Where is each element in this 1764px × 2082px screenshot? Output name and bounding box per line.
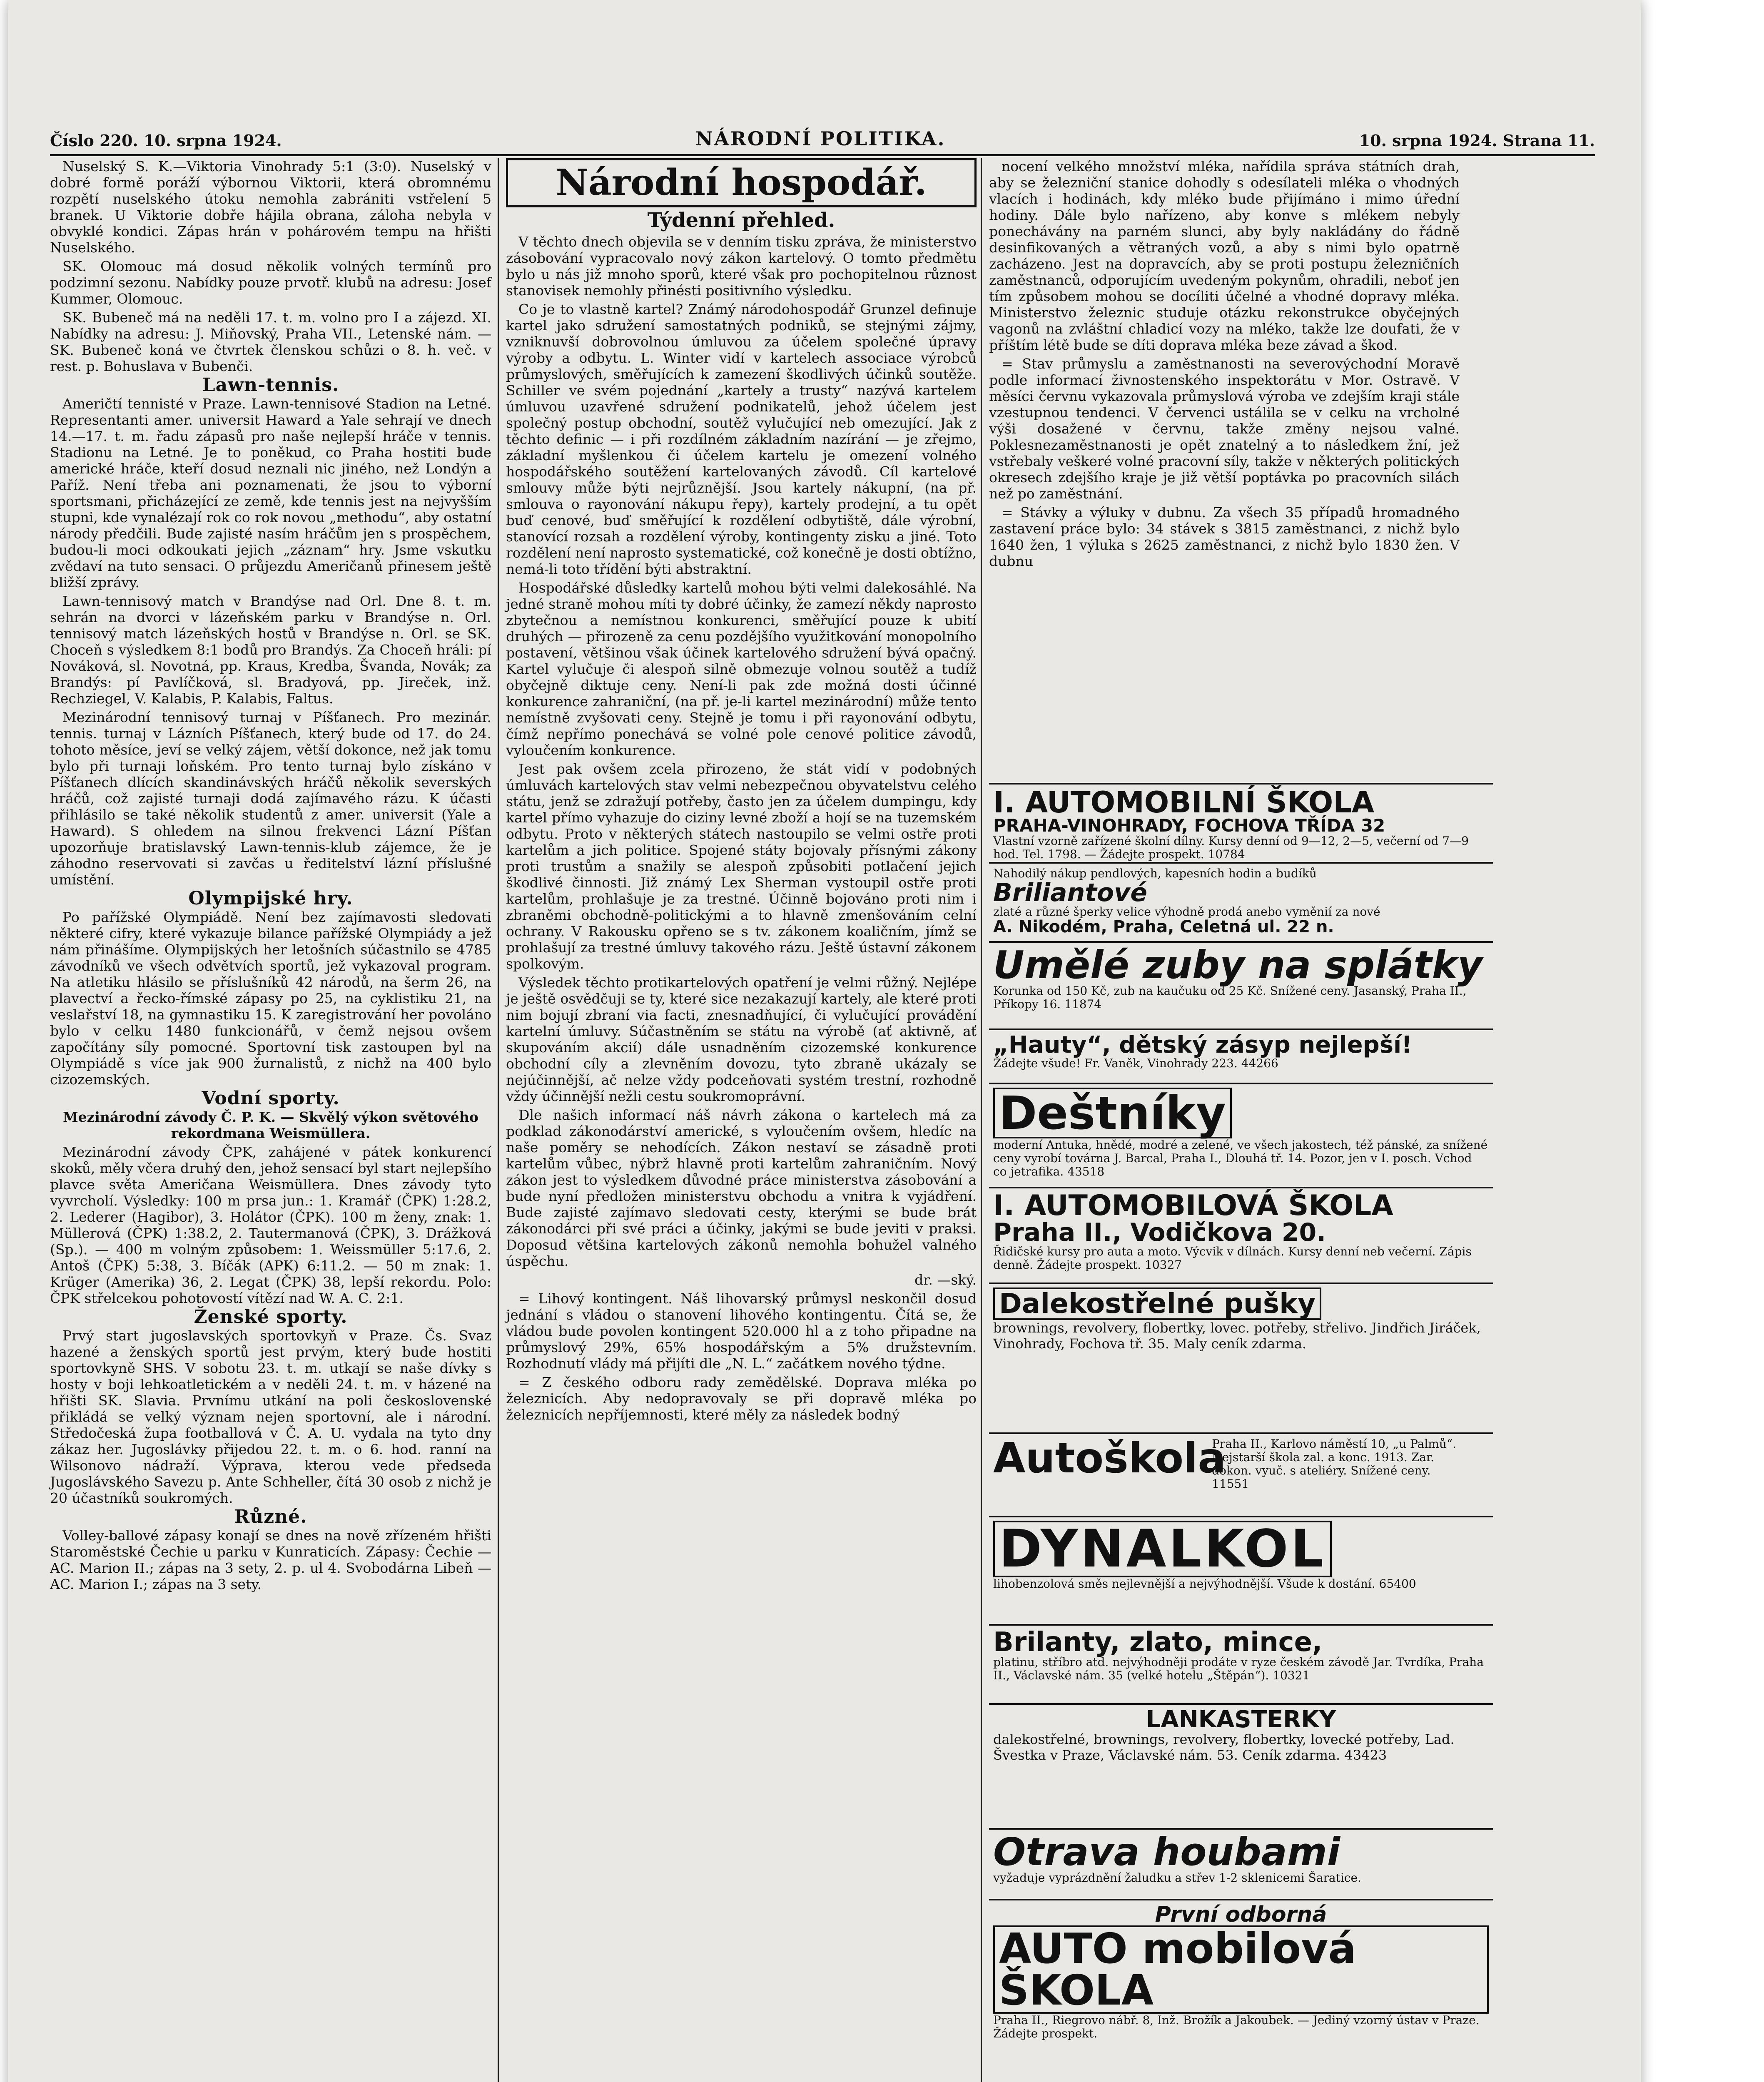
section-heading: Různé. bbox=[234, 1506, 307, 1527]
ad-title: Umělé zuby na splátky bbox=[993, 943, 1482, 987]
column-divider bbox=[981, 158, 982, 2082]
ad-destniky bbox=[989, 1083, 1493, 1187]
article-paragraph: = Lihový kontingent. Náš lihovarský průmysl neskončil dosud jednání s vládou o stanovení lihového kontingentu. Čítá se, že vládou bude povolen kontingent 520.000 hl a z toho připadne na průmyslový 29%, 65% hospodářským a 5% družstevním. Rozhodnutí vlády má přijíti dle „N. L.“ začátkem nového týdne. bbox=[506, 1290, 977, 1372]
article-paragraph: Nuselský S. K.—Viktoria Vinohrady 5:1 (3:0). Nuselský v dobré formě poráží výbornou Viktorii, která obromnému rozpětí nuselského útoku nemohla zabrániti vstřelení 5 branek. U Viktorie dobře hájila obrana, záloha nebyla v obvyklé kondici. Zápas hrán v pohárovém tempu na hřišti Nuselského. bbox=[50, 158, 491, 256]
ad-text: dalekostřelné, brownings, revolvery, flobertky, lovecké potřeby, Lad. Švestka v Praze, Václavské nám. 53. Ceník zdarma. 43423 bbox=[993, 1731, 1455, 1763]
article-paragraph: = Stávky a výluky v dubnu. Za všech 35 případů hromadného zastavení práce bylo: 34 stávek s 3815 zaměstnanci, z nichž bylo 1640 žen, 1 výluka s 2625 zaměstnanci, z nichž bylo 1830 žen. V dubnu bbox=[989, 504, 1460, 569]
ad-brilanty bbox=[989, 1624, 1493, 1703]
ad-text: Vlastní vzorně zařízené školní dílny. Kursy denní od 9—12, 2—5, večerní od 7—9 hod. Tel. 1798. — Žádejte prospekt. 10784 bbox=[993, 834, 1469, 861]
page-header bbox=[50, 125, 1595, 156]
ad-title: AUTO mobilová ŠKOLA bbox=[993, 1925, 1489, 2014]
ad-subtitle: První odborná bbox=[1155, 1902, 1327, 1927]
ad-text: lihobenzolová směs nejlevnější a nejvýhodnější. Všude k dostání. 65400 bbox=[993, 1577, 1416, 1591]
sports-column bbox=[50, 158, 491, 2082]
article-paragraph: SK. Olomouc má dosud několik volných termínů pro podzimní sezonu. Nabídky pouze prvotř. klubů na adresu: Josef Kummer, Olomouc. bbox=[50, 258, 491, 307]
article-paragraph: Jest pak ovšem zcela přirozeno, že stát vidí v podobných úmluvách kartelových stav velmi nebezpečnou obyvatelstvu celého státu, jenž se zdražují potřeby, často jen za účelem dumpingu, kdy kartel přímo vyhazuje do ciziny levné zboží a hojí se na tuzemském odbytu. Proto v některých státech nastoupilo se velmi ostře proti kartelům a jich politice. Spojené státy bojovaly přísnými zákony proti trustům a snažily se alespoň způsobiti potlačení jejich škodlivé činnosti. Již známý Lex Sherman vystoupil ostře proti kartelům, prohlašuje je za trestné. Účinně bojováno proti nim i zbraněmi obchodně-politickými a to hlavně zmenšováním celní ochrany. V Rakousku opřeno se s tv. zákonem koaličním, jímž se prohlašují za trestné úmluvy takového rázu. Ještě ústavní zákonem spolkovým. bbox=[506, 761, 977, 972]
ad-pusky bbox=[989, 1283, 1493, 1432]
ad-title: Dalekostřelné pušky bbox=[993, 1288, 1321, 1320]
ad-subtitle: PRAHA-VINOHRADY, FOCHOVA TŘÍDA 32 bbox=[993, 815, 1385, 836]
section-heading: Ženské sporty. bbox=[194, 1306, 348, 1327]
ad-text: moderní Antuka, hnědé, modré a zelené, ve všech jakostech, též pánské, za snížené ceny vyrobí továrna J. Barcal, Praha I., Dlouhá tř. 14. Pozor, jen v I. posch. Vchod co jetrafika. 43518 bbox=[993, 1138, 1488, 1178]
ad-text: Žádejte všude! Fr. Vaněk, Vinohrady 223. 44266 bbox=[993, 1056, 1278, 1070]
advertisements bbox=[989, 783, 1493, 2082]
ad-text: Praha II., Karlovo náměstí 10, „u Palmů“. Nejstarší škola zal. a konc. 1913. Zar. dokon. vyuč. s ateliéry. Snížené ceny. 11551 bbox=[1212, 1437, 1457, 1491]
column-divider bbox=[498, 158, 499, 2082]
ad-autoskola bbox=[989, 1432, 1493, 1516]
economics-column bbox=[506, 158, 977, 2082]
section-title: Národní hospodář. bbox=[506, 158, 977, 207]
article-paragraph: Mezinárodní tennisový turnaj v Píšťanech. Pro mezinár. tennis. turnaj v Lázních Píšťanech, který bude od 17. do 24. tohoto měsíce, jeví se velký zájem, větší dokonce, než jak tomu bylo při turnaji loňském. Pro tento turnaj bylo získáno v Píšťanech dlících skandinávských hráčů několik severských hráčů, což zajisté turnaji dodá zajímavého rázu. K účasti přihlásilo se také několik studentů z amer. universit (Yale a Haward). S ohledem na silnou frekvenci Lázní Píšťan upozorňuje bratislavský Lawn-tennis-klub zájemce, že je záhodno reservovati si zavčas u ředitelství lázní příslušné umístění. bbox=[50, 709, 491, 888]
ad-lankasterky bbox=[989, 1703, 1493, 1828]
ad-title: Deštníky bbox=[993, 1088, 1232, 1138]
ad-automobilni-skola bbox=[989, 783, 1493, 862]
article-paragraph: Po pařížské Olympiádě. Není bez zajímavosti sledovati některé cifry, které vykazuje bilance pařížské Olympiády a jež nám přinášíme. Olympijských her letošních súčastnilo se 4785 závodníků ve všech odvětvích sportů, jež vykazoval program. Na atletiku hlásilo se příslušníků 42 národů, na šerm 26, na plavectví a řecko-římské zápasy po 25, na cyklistiku 21, na veslařství 18, na gymnastiku 15. K zaregistrování her povoláno bylo v celku 1480 funkcionářů, v čemž nejsou ovšem započítány síly pomocné. Sportovní tisk zastoupen byl na Olympiádě s více jak 900 žurnalistů, z nichž na 400 bylo cizozemských. bbox=[50, 909, 491, 1088]
article-paragraph: nocení velkého množství mléka, nařídila správa státních drah, aby se železniční stanice dohodly s odesílateli mléka o vhodných vlacích i hodinách, kdy mléko bude přijímáno i mimo úřední hodiny. Dále bylo nařízeno, aby konve s mlékem nebyly ponechávány na parném slunci, aby byly nakládány do řádně desinfikovaných a větraných vozů, a aby s nimi bylo opatrně zacházeno. Jest na dopravcích, aby se proti postupu železničních zaměstnanců, odporujícím uvedeným pokynům, ohradili, neboť jen tím způsobem mohou se docíliti účelné a vhodné dopravy mléka. Ministerstvo železnic studuje otázku rekonstrukce obyčejných vagonů na zvláštní chladicí vozy na mléko, takže lze doufati, že v příštím létě bude se díti doprava mléka beze závad a škod. bbox=[989, 158, 1460, 353]
ad-title: Autoškola bbox=[993, 1434, 1226, 1482]
section-heading: Vodní sporty. bbox=[202, 1088, 340, 1109]
article-paragraph: SK. Bubeneč má na neděli 17. t. m. volno pro I a zájezd. XI. Nabídky na adresu: J. Miňovský, Praha VII., Letenské nám. — SK. Bubeneč koná ve čtvrtek členskou schůzi o 8. h. več. v rest. p. Bohuslava v Bubenči. bbox=[50, 309, 491, 374]
article-headline: Mezinárodní závody Č. P. K. — Skvělý výkon světového rekordmana Weismüllera. bbox=[63, 1109, 478, 1141]
section-heading: Lawn-tennis. bbox=[202, 374, 339, 396]
article-paragraph: Výsledek těchto protikartelových opatření je velmi růžný. Nejlépe je ještě osvědčuji se ty, které sice nezakazují kartely, ale které proti nim bojují zbraní via facti, znesnadňující, či vylučující provádění kartelní úmluvy. Súčastněním se státu na výrobě (ať aktivně, ať skupováním akcií) dále usnadněním cizozemské konkurence obchodní cíly a zlevněním dovozu, tyto zbraně ukázaly se nejúčinnější, ač nelze vždy podceňovati systém trestní, rozhodně vždy účinnější nežli cestu soukromoprávní. bbox=[506, 974, 977, 1104]
ad-text: platinu, stříbro atd. nejvýhodněji prodáte v ryze českém závodě Jar. Tvrdíka, Praha II., Václavské nám. 35 (velké hotelu „Štěpán“). 10321 bbox=[993, 1655, 1484, 1682]
ad-title: DYNALKOL bbox=[993, 1521, 1332, 1577]
ad-text: zlaté a různé šperky velice výhodně prodá anebo vyměnií za nové bbox=[993, 905, 1380, 919]
ad-title: Briliantové bbox=[993, 878, 1147, 907]
ad-hauty bbox=[989, 1029, 1493, 1083]
newspaper-page bbox=[8, 0, 1641, 2082]
ad-dynalkol bbox=[989, 1516, 1493, 1624]
issue-number: Číslo 220. 10. srpna 1924. bbox=[50, 131, 282, 150]
economics-continued-column bbox=[989, 158, 1460, 775]
ad-otrava-houbami bbox=[989, 1828, 1493, 1899]
ad-text: brownings, revolvery, flobertky, lovec. potřeby, střelivo. Jindřich Jiráček, Vinohrady, Fochova tř. 35. Maly ceník zdarma. bbox=[993, 1320, 1481, 1352]
ad-automobilova-skola bbox=[989, 1187, 1493, 1283]
ad-text: Praha II., Riegrovo nábř. 8, Inž. Brožík a Jakoubek. — Jediný vzorný ústav v Praze. Žádejte prospekt. bbox=[993, 2013, 1480, 2040]
ad-subtitle: A. Nikodém, Praha, Celetná ul. 22 n. bbox=[993, 917, 1334, 936]
ad-title: Otrava houbami bbox=[993, 1830, 1340, 1874]
ad-subtitle: Praha II., Vodičkova 20. bbox=[993, 1218, 1326, 1247]
ad-title: Brilanty, zlato, mince, bbox=[993, 1627, 1323, 1658]
article-paragraph: V těchto dnech objevila se v denním tisku zpráva, že ministerstvo zásobování vypracovalo nový zákon kartelový. O tomto předmětu bylo u nás již mnoho sporů, které však pro pochopitelnou různost stanovisek nemohly přinésti positivního výsledku. bbox=[506, 234, 977, 299]
ad-text: Řidičské kursy pro auta a moto. Výcvik v dílnách. Kursy denní neb večerní. Zápis denně. Žádejte prospekt. 10327 bbox=[993, 1245, 1472, 1272]
article-paragraph: Mezinárodní závody ČPK, zahájené v pátek konkurencí skoků, měly včera druhý den, jehož sensací byl start nejlepšího plavce světa Američana Weismüllera. Dnes závody tyto vyvrcholí. Výsledky: 100 m prsa jun.: 1. Kramář (ČPK) 1:28.2, 2. Lederer (Hagibor), 3. Holátor (ČPK). 100 m ženy, znak: 1. Müllerová (ČPK) 1:38.2, 2. Tautermanová (ČPK), 3. Drážková (Sp.). — 400 m volným způsobem: 1. Weissmüller 5:17.6, 2. Antoš (ČPK) 5:38, 3. Bíčák (APK) 6:11.2. — 50 m znak: 1. Krüger (Amerika) 36, 2. Legat (ČPK) 38, lepší rekordu. Polo: ČPK střelcekou pohotovostí vítězí nad W. A. C. 2:1. bbox=[50, 1144, 491, 1306]
newspaper-title: NÁRODNÍ POLITIKA. bbox=[695, 127, 946, 150]
article-paragraph: Lawn-tennisový match v Brandýse nad Orl. Dne 8. t. m. sehrán na dvorci v lázeňském parku v Brandýse n. Orl. tennisový match lázeňských hostů v Brandýse n. Orl. se SK. Choceň s výsledkem 8:1 bodů pro Brandýs. Za Choceň hráli: pí Nováková, sl. Novotná, pp. Kraus, Kredba, Švanda, Novák; za Brandýs: pí Pavlíčková, sl. Bradyová, pp. Jireček, inž. Rechziegel, V. Kalabis, P. Kalabis, Faltus. bbox=[50, 593, 491, 707]
article-paragraph: = Stav průmyslu a zaměstnanosti na severovýchodní Moravě podle informací živnostenského inspektorátu v Mor. Ostravě. V měsíci červnu vykazovala průmyslová výroba ve zdejším kraji stále vzestupnou tendenci. V červenci ustálila se v celku na vrcholné výši dosažené v červnu, takže změny nejsou valné. Poklesnezaměstnanosti je opět znatelný a to následkem žní, jež vstřebaly veškeré volné pracovní síly, takže v některých politických okresech zdejšího kraje je již větší poptávka po pracovních silách než po zaměstnání. bbox=[989, 356, 1460, 502]
article-paragraph: Američtí tennisté v Praze. Lawn-tennisové Stadion na Letné. Representanti amer. universit Haward a Yale sehrají ve dnech 14.—17. t. m. řadu zápasů pro naše nejlepší hráče v tennis. Stadionu na Letné. Je to poněkud, co Praha hostiti bude americké hráče, kteří dosud neznali nic jiného, než Londýn a Paříž. Není třeba ani poznamenati, že jsou to výborní sportsmani, přicházející ze země, kde tennis jest na nejvyšším stupni, kde vynalézají rok co rok novou „methodu“, aby ostatní národy předčili. Bude zajisté nasím hráčům jen s prospěchem, budou-li moci odkoukati jejich „záznam“ hry. Jsme vskutku zvědaví na tuto sensaci. O průjezdu Američanů přinesem ještě bližší zprávy. bbox=[50, 396, 491, 590]
ad-text: Korunka od 150 Kč, zub na kaučuku od 25 Kč. Snížené ceny. Jasanský, Praha II., Příkopy 16. 11874 bbox=[993, 984, 1467, 1011]
article-paragraph: = Z českého odboru rady zemědělské. Doprava mléka po železnicích. Aby nedopravovaly se při dopravě mléka po železnicích nepříjemnosti, které měly za následek bodný bbox=[506, 1374, 977, 1423]
article-paragraph: Dle našich informací náš návrh zákona o kartelech má za podklad zákonodárství americké, s vyloučením ovšem, hledíc na naše poměry se nehodících. Zákon nestaví se zásadně proti kartelům vůbec, nýbrž hlavně proti kartelům zahraničním. Nový zákon jest to výsledkem důvodné práce ministerstva zásobování a bude nyní předložen ministerstvu obchodu a vnitra k vyjádření. Bude zajisté zajímavo sledovati cesty, kterými se bude brát zákonodárci při své práci a účinky, jakými se bude jeviti v praksi. Doposud většina kartelových zákonů nemohla bohužel valného úspěchu. bbox=[506, 1107, 977, 1269]
ad-auto-skola-prvni bbox=[989, 1899, 1493, 2040]
author-signature: dr. —ský. bbox=[914, 1272, 977, 1288]
ad-title: I. AUTOMOBILOVÁ ŠKOLA bbox=[993, 1189, 1393, 1222]
ad-umele-zuby bbox=[989, 941, 1493, 1029]
ad-text: Nahodilý nákup pendlových, kapesních hodin a budíků bbox=[993, 867, 1317, 880]
ad-text: vyžaduje vyprázdnění žaludku a střev 1-2 sklenicemi Šaratice. bbox=[993, 1871, 1361, 1885]
ad-title: LANKASTERKY bbox=[1146, 1706, 1336, 1733]
section-subtitle: Týdenní přehled. bbox=[647, 209, 835, 232]
ad-title: I. AUTOMOBILNÍ ŠKOLA bbox=[993, 785, 1375, 819]
page-number: 10. srpna 1924. Strana 11. bbox=[1359, 131, 1595, 150]
ad-briliantove bbox=[989, 862, 1493, 941]
ad-title: „Hauty“, dětský zásyp nejlepší! bbox=[993, 1031, 1412, 1058]
article-paragraph: Prvý start jugoslavských sportovkyň v Praze. Čs. Svaz hazené a ženských sportů jest prvým, který bude hostiti sportovkyně SHS. V sobotu 23. t. m. utkají se naše dívky s hosty v boji lehkoatletickém a v neděli 24. t. m. v házené na hřišti SK. Slavia. Prvnímu utkání na poli československé přikládá se velký význam nejen sportovní, ale i národní. Středočeská župa footballová v Č. A. U. vydala na tyto dny zákaz her. Jugoslávky přijedou 22. t. m. o 6. hod. ranní na Wilsonovo nádraží. Výprava, kterou vede předseda Jugoslávského Savezu p. Ante Schheller, čítá 30 osob z nichž je 20 účastníků soukromých. bbox=[50, 1327, 491, 1506]
article-paragraph: Volley-ballové zápasy konají se dnes na nově zřízeném hřišti Staroměstské Čechie u parku v Kunraticích. Zápasy: Čechie — AC. Marion II.; zápas na 3 sety, 2. p. ul 4. Svobodárna Libeň — AC. Marion I.; zápas na 3 sety. bbox=[50, 1527, 491, 1592]
article-paragraph: Hospodářské důsledky kartelů mohou býti velmi dalekosáhlé. Na jedné straně mohou míti ty dobré účinky, že zamezí někdy naprosto zbytečnou a nemístnou konkurenci, směřující pouze k ubití druhých — přirozeně za cenu pozdějšího využitkování monopolního postavení, většinou však účinek kartelového sdružení bývá opačný. Kartel vylučuje či alespoň silně obmezuje volnou soutěž a tudíž obyčejně diktuje ceny. Není-li pak zde možná dosti účinné konkurence zahraniční, (na př. je-li kartel mezinárodní) může tento nemístně zvyšovati ceny. Stejně je tomu i při rayonování odbytu, čímž nepřímo ponechává se volné pole cenové politice závodů, vyloučením konkurence. bbox=[506, 580, 977, 758]
section-heading: Olympijské hry. bbox=[188, 888, 353, 909]
article-paragraph: Co je to vlastně kartel? Známý národohospodář Grunzel definuje kartel jako sdružení samostatných podniků, se stejnými zájmy, vzniknuvší dobrovolnou úmluvou za účelem společné úpravy výroby a odbytu. L. Winter vidí v kartelech associace výrobců průmyslových, směřujících k zamezení škodlivých účinků soutěže. Schiller ve svém pojednání „kartely a trusty“ nazývá kartelem úmluvou uzavřené sdružení podnikatelů, jehož účelem jest společný postup obchodní, soutěž vylučující neb omezující. Jak z těchto definic — i při rozdílném základním nazírání — je zřejmo, základní myšlenkou či účelem kartelu je omezení volného hospodářského soutěžení kartelovaných závodů. Cíl kartelové smlouvy může býti nejrůznější. Jsou kartely nákupní, (na př. smlouva o rayonování nákupu řepy), kartely prodejní, a tu opět buď cenové, buď směřující k rozdělení odbytiště, dále výrobní, stanovící rozsah a rozdělení výroby, kontingenty zisku a jiné. Toto rozdělení není naprosto systematické, což konečně je dosti obtížno, nemá-li toto třídění býti abstraktní. bbox=[506, 301, 977, 577]
